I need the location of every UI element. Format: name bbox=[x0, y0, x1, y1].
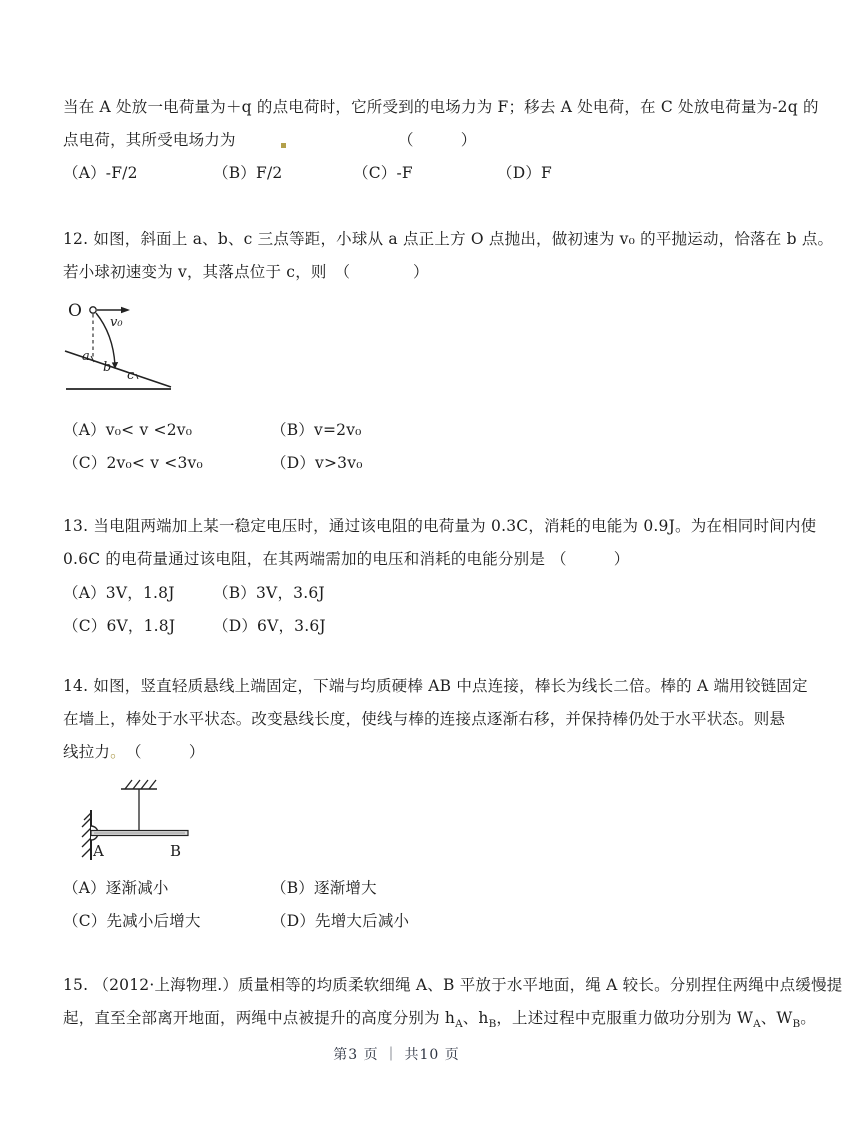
q12-figure-projectile-on-incline bbox=[62, 294, 192, 402]
q12-line2: 若小球初速变为 v，其落点位于 c，则 （ ） bbox=[63, 263, 429, 281]
wall-hatch bbox=[82, 838, 91, 847]
page-footer: 第3 页 ｜ 共10 页 bbox=[333, 1047, 460, 1063]
q11-line2: 点电荷，其所受电场力为 bbox=[63, 131, 236, 149]
point-b-label: b bbox=[103, 360, 112, 375]
q11-option-c: （C）-F bbox=[353, 164, 413, 182]
q14-option-b: （B）逐渐增大 bbox=[271, 879, 377, 897]
q13-option-c: （C）6V，1.8J bbox=[63, 617, 176, 635]
ball-at-o bbox=[90, 307, 96, 313]
q13-option-a: （A）3V，1.8J bbox=[63, 584, 175, 602]
ceiling-hatch bbox=[133, 780, 140, 789]
arrowhead bbox=[121, 307, 130, 314]
q14-option-a: （A）逐渐减小 bbox=[63, 879, 169, 897]
q11-line1: 当在 A 处放一电荷量为＋q 的点电荷时，它所受到的电场力为 F；移去 A 处电荷，在 C 处放电荷量为-2q 的 bbox=[63, 98, 819, 116]
q13-option-b: （B）3V，3.6J bbox=[213, 584, 325, 602]
q11-option-a: （A）-F/2 bbox=[63, 164, 138, 182]
q14-option-d: （D）先增大后减小 bbox=[271, 912, 410, 930]
q13-line1: 13. 当电阻两端加上某一稳定电压时，通过该电阻的电荷量为 0.3C，消耗的电能为 0.9J。为在相同时间内使 bbox=[63, 517, 817, 535]
q12-option-b: （B）v=2v₀ bbox=[271, 421, 362, 439]
q11-answer-bracket: （ ） bbox=[398, 131, 477, 149]
q12-option-d: （D）v>3v₀ bbox=[271, 454, 363, 472]
q14-line2: 在墙上，棒处于水平状态。改变悬线长度，使线与棒的连接点逐渐右移，并保持棒仍处于水平状态。则悬 bbox=[63, 710, 786, 728]
end-a-label: A bbox=[93, 842, 104, 860]
q11-option-d: （D）F bbox=[497, 164, 552, 182]
point-a-label: a bbox=[82, 349, 90, 364]
q11-option-b: （B）F/2 bbox=[213, 164, 283, 182]
point-c-label: c bbox=[127, 368, 135, 383]
q14-figure-bar-hinge-string bbox=[63, 766, 205, 866]
q12-figure-svg bbox=[62, 294, 192, 402]
q13-option-d: （D）6V，3.6J bbox=[213, 617, 326, 635]
ceiling-hatch bbox=[141, 780, 148, 789]
q14-option-c: （C）先减小后增大 bbox=[63, 912, 201, 930]
stray-mark bbox=[281, 143, 286, 148]
ceiling-hatch bbox=[149, 780, 156, 789]
incline-line bbox=[65, 351, 171, 387]
point-o-label: O bbox=[68, 301, 82, 321]
wall-hatch bbox=[82, 848, 91, 857]
q15-line1: 15. （2012·上海物理.）质量相等的均质柔软细绳 A、B 平放于水平地面，绳 A 较长。分别捏住两绳中点缓慢提 bbox=[63, 976, 842, 994]
end-b-label: B bbox=[170, 842, 182, 860]
wall-hatch bbox=[82, 828, 91, 837]
q14-line1: 14. 如图，竖直轻质悬线上端固定，下端与均质硬棒 AB 中点连接，棒长为线长二倍。棒的 A 端用铰链固定 bbox=[63, 677, 808, 695]
q14-figure-svg bbox=[63, 766, 205, 866]
ceiling-hatch bbox=[125, 780, 132, 789]
q13-answer-bracket: （ ） bbox=[551, 550, 630, 568]
q15-line2: 起，直至全部离开地面，两绳中点被提升的高度分别为 $h_A$、$h_B$，上述过程中克服重力做功分别为 $W_A$、$W_B$。 bbox=[63, 1009, 816, 1030]
q14-line3: 线拉力。 （ ） bbox=[63, 743, 205, 761]
wall-hatch bbox=[82, 818, 91, 827]
q12-line1: 12. 如图，斜面上 a、b、c 三点等距，小球从 a 点正上方 O 点抛出，做初速为 v₀ 的平抛运动，恰落在 b 点。 bbox=[63, 230, 834, 248]
q12-option-c: （C）2v₀< v <3v₀ bbox=[63, 454, 203, 472]
q13-line2: 0.6C 的电荷量通过该电阻，在其两端需加的电压和消耗的电能分别是 bbox=[63, 550, 546, 568]
q12-option-a: （A）v₀< v <2v₀ bbox=[63, 421, 193, 439]
v0-label: v₀ bbox=[110, 315, 123, 330]
